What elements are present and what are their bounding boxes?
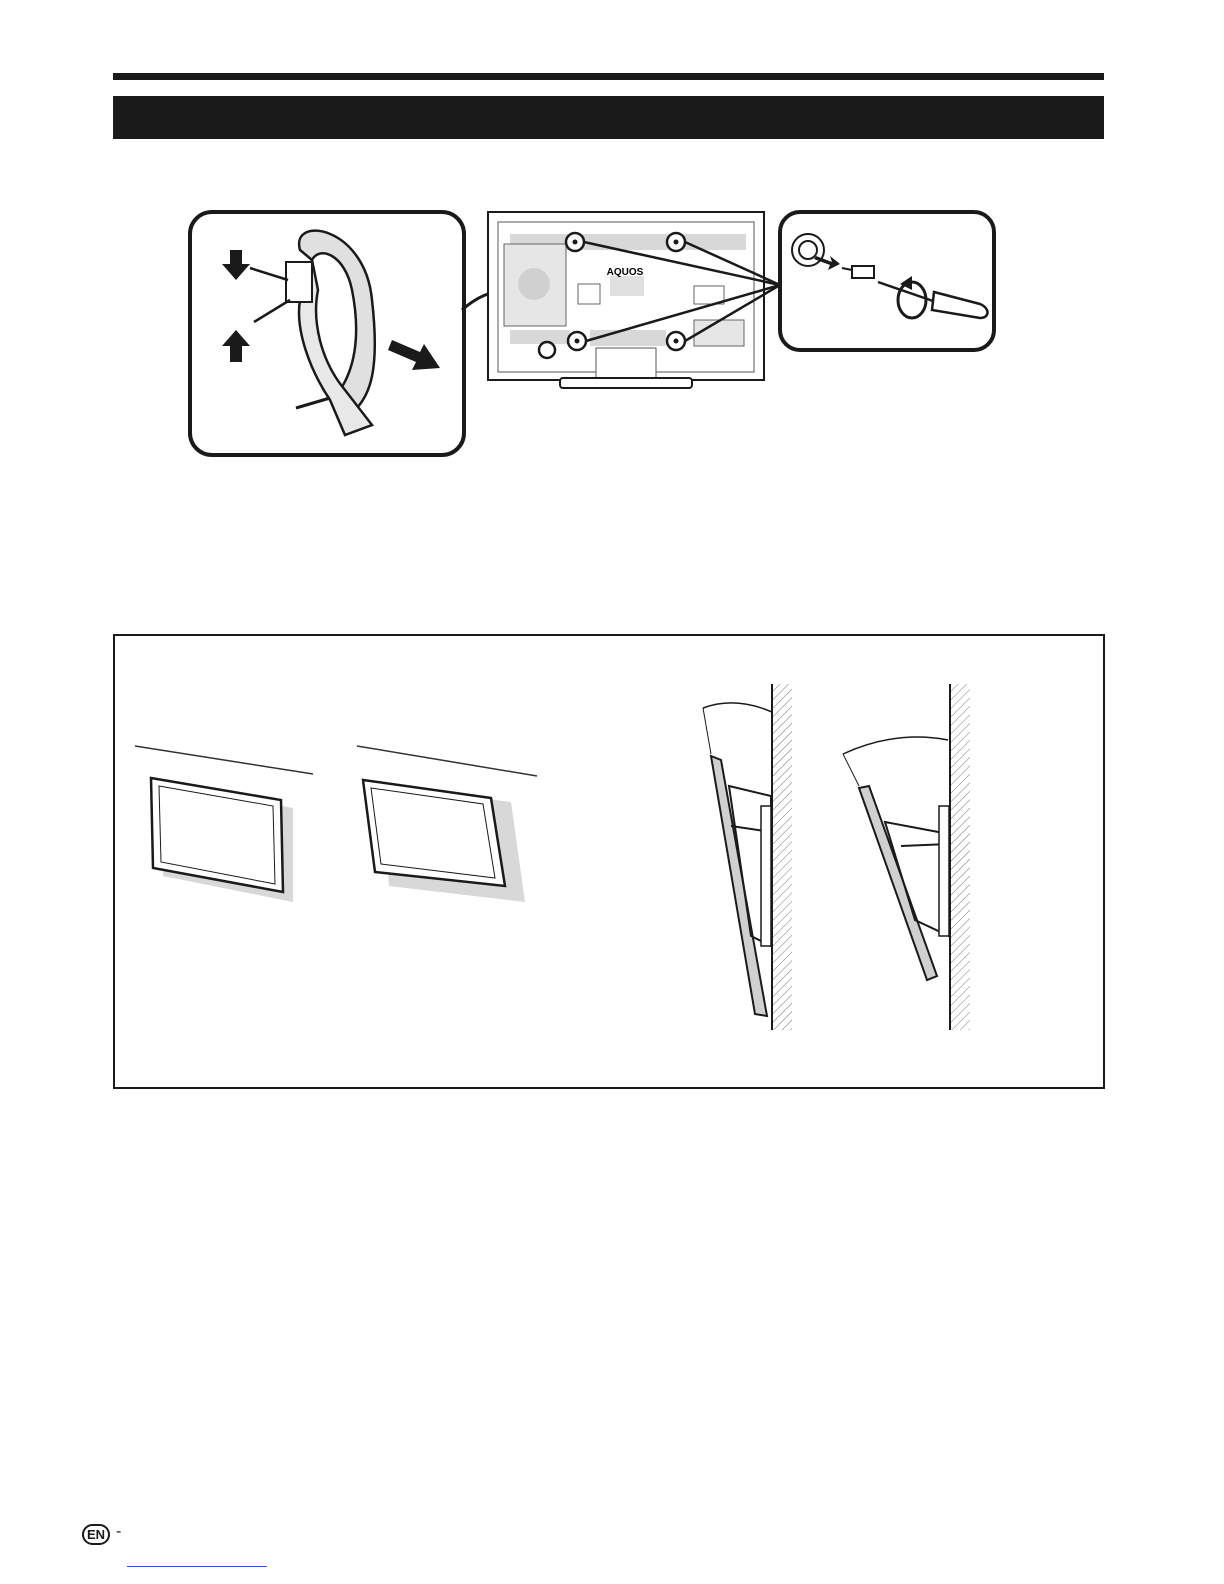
screw-removal-callout <box>780 212 994 350</box>
language-badge: EN <box>82 1524 110 1545</box>
page-number-dash: - <box>116 1523 122 1540</box>
tv-rear-installation-figure <box>0 0 1224 480</box>
wall-mount-figures <box>115 636 1103 1087</box>
wall-mount-figure-box <box>113 634 1105 1089</box>
tv-wall-mount-tilted-icon <box>357 746 537 902</box>
wall-bracket-tilt-small-icon <box>703 684 792 1030</box>
footer-link-underline <box>127 1566 267 1567</box>
wall-bracket-tilt-large-icon <box>843 684 970 1030</box>
tv-rear-panel-icon <box>488 212 780 388</box>
tv-wall-mount-level-icon <box>135 746 313 902</box>
tv-brand-logo: AQUOS <box>606 267 644 278</box>
